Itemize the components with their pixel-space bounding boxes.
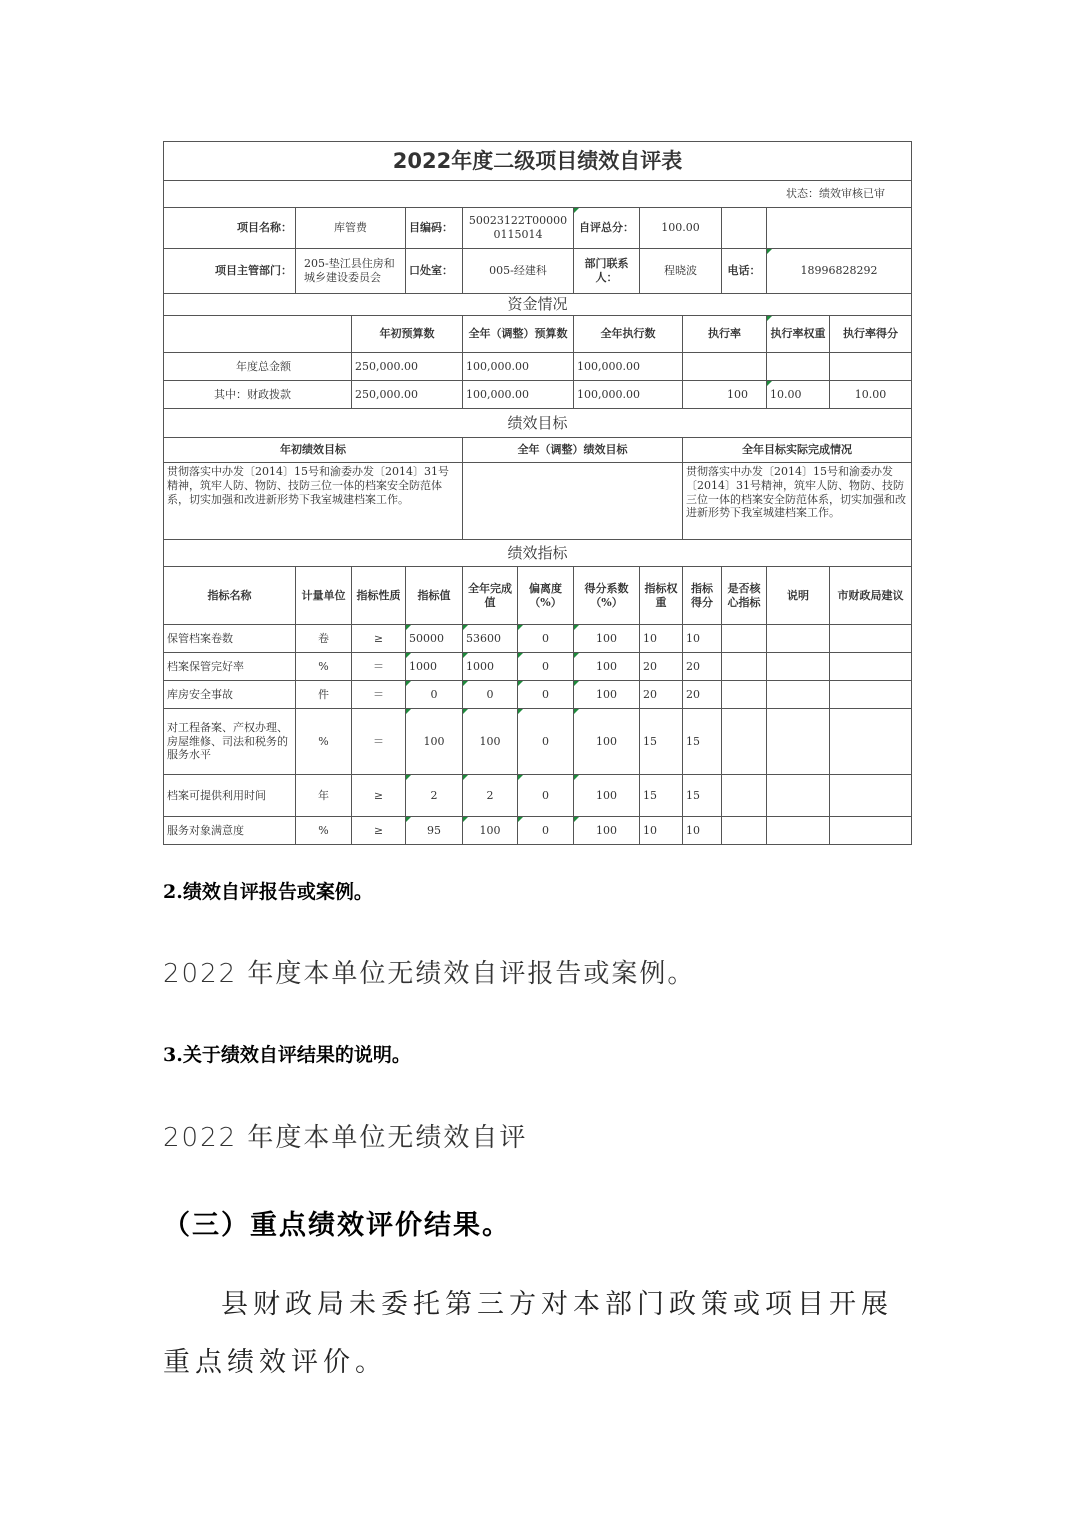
indicator-deviation: 0 bbox=[518, 681, 574, 709]
indicator-advice bbox=[830, 653, 912, 681]
dept-label: 项目主管部门： bbox=[164, 249, 296, 294]
report-heading: 2.绩效自评报告或案例。 bbox=[163, 881, 373, 903]
indicator-header: 全年完成值 bbox=[463, 567, 518, 625]
indicator-done: 100 bbox=[463, 709, 518, 775]
indicator-unit: 年 bbox=[296, 775, 352, 817]
indicator-core bbox=[722, 817, 767, 845]
contact-name: 程晓波 bbox=[640, 249, 722, 294]
funds-cell: 100,000.00 bbox=[463, 353, 574, 381]
indicator-name: 档案可提供利用时间 bbox=[164, 775, 296, 817]
indicator-coefficient: 100 bbox=[574, 709, 640, 775]
indicator-core bbox=[722, 681, 767, 709]
indicator-advice bbox=[830, 775, 912, 817]
report-paragraph: 2022 年度本单位无绩效自评报告或案例。 bbox=[163, 959, 696, 989]
indicator-weight: 15 bbox=[640, 709, 683, 775]
indicator-coefficient: 100 bbox=[574, 625, 640, 653]
goals-header: 全年（调整）绩效目标 bbox=[463, 438, 683, 463]
indicator-note bbox=[767, 817, 830, 845]
indicator-unit: 卷 bbox=[296, 625, 352, 653]
indicator-nature: ＝ bbox=[352, 709, 406, 775]
project-name: 库管费 bbox=[296, 208, 406, 249]
indicator-advice bbox=[830, 681, 912, 709]
indicator-header: 指标性质 bbox=[352, 567, 406, 625]
indicator-note bbox=[767, 709, 830, 775]
funds-cell: 10.00 bbox=[830, 381, 912, 409]
indicator-note bbox=[767, 653, 830, 681]
funds-cell: 100,000.00 bbox=[574, 381, 683, 409]
funds-row-label: 其中：财政拨款 bbox=[164, 381, 352, 409]
indicator-header: 指标名称 bbox=[164, 567, 296, 625]
indicator-advice bbox=[830, 709, 912, 775]
result-heading: 3.关于绩效自评结果的说明。 bbox=[163, 1044, 411, 1066]
indicator-row bbox=[164, 775, 912, 817]
indicator-weight: 20 bbox=[640, 681, 683, 709]
indicator-name: 档案保管完好率 bbox=[164, 653, 296, 681]
indicator-deviation: 0 bbox=[518, 709, 574, 775]
funds-header: 执行率得分 bbox=[830, 316, 912, 353]
indicator-done: 1000 bbox=[463, 653, 518, 681]
key-evaluation-paragraph: 县财政局未委托第三方对本部门政策或项目开展重点绩效评价。 bbox=[163, 1289, 893, 1378]
project-code: 50023122T000000115014 bbox=[463, 208, 574, 249]
funds-row-label: 年度总金额 bbox=[164, 353, 352, 381]
indicator-core bbox=[722, 625, 767, 653]
indicator-name: 库房安全事故 bbox=[164, 681, 296, 709]
indicator-nature: ＝ bbox=[352, 653, 406, 681]
code-label: 目编码： bbox=[406, 208, 463, 249]
office-label: 口处室： bbox=[406, 249, 463, 294]
funds-header: 全年（调整）预算数 bbox=[463, 316, 574, 353]
funds-cell bbox=[683, 353, 767, 381]
funds-cell: 100 bbox=[683, 381, 767, 409]
indicator-deviation: 0 bbox=[518, 817, 574, 845]
indicator-value: 50000 bbox=[406, 625, 463, 653]
indicator-row bbox=[164, 653, 912, 681]
indicator-row bbox=[164, 681, 912, 709]
indicator-row bbox=[164, 709, 912, 775]
adjusted-goal bbox=[463, 463, 683, 540]
indicator-core bbox=[722, 775, 767, 817]
funds-cell: 10.00 bbox=[767, 381, 830, 409]
indicator-note bbox=[767, 775, 830, 817]
funds-cell bbox=[830, 353, 912, 381]
funds-cell: 100,000.00 bbox=[463, 381, 574, 409]
indicator-header: 说明 bbox=[767, 567, 830, 625]
status-text: 状态：绩效审核已审 bbox=[164, 181, 912, 208]
indicator-nature: ≥ bbox=[352, 775, 406, 817]
indicator-value: 2 bbox=[406, 775, 463, 817]
indicator-name: 服务对象满意度 bbox=[164, 817, 296, 845]
funds-cell: 100,000.00 bbox=[574, 353, 683, 381]
indicator-advice bbox=[830, 625, 912, 653]
indicator-deviation: 0 bbox=[518, 625, 574, 653]
indicator-weight: 15 bbox=[640, 775, 683, 817]
actual-completion: 贯彻落实中办发〔2014〕15号和渝委办发〔2014〕31号精神，筑牢人防、物防、技防三位一体的档案安全防范体系，切实加强和改进新形势下我室城建档案工作。 bbox=[683, 463, 912, 540]
indicator-unit: % bbox=[296, 709, 352, 775]
indicator-note bbox=[767, 681, 830, 709]
indicator-value: 0 bbox=[406, 681, 463, 709]
funds-header: 执行率权重 bbox=[767, 316, 830, 353]
indicator-weight: 10 bbox=[640, 625, 683, 653]
funds-cell bbox=[767, 353, 830, 381]
goals-header: 全年目标实际完成情况 bbox=[683, 438, 912, 463]
contact-label: 部门联系人： bbox=[574, 249, 640, 294]
indicator-header: 指标权重 bbox=[640, 567, 683, 625]
indicator-nature: ≥ bbox=[352, 625, 406, 653]
key-evaluation-heading: （三）重点绩效评价结果。 bbox=[163, 1210, 511, 1241]
indicator-unit: % bbox=[296, 653, 352, 681]
phone-number: 18996828292 bbox=[767, 249, 912, 294]
blank-cell bbox=[767, 208, 912, 249]
indicator-weight: 10 bbox=[640, 817, 683, 845]
dept-name: 205-垫江县住房和城乡建设委员会 bbox=[296, 249, 406, 294]
funds-cell: 250,000.00 bbox=[352, 381, 463, 409]
indicator-advice bbox=[830, 817, 912, 845]
funds-header: 全年执行数 bbox=[574, 316, 683, 353]
funds-header: 年初预算数 bbox=[352, 316, 463, 353]
indicator-done: 100 bbox=[463, 817, 518, 845]
table-title: 2022年度二级项目绩效自评表 bbox=[164, 142, 912, 181]
indicator-row bbox=[164, 817, 912, 845]
indicator-note bbox=[767, 625, 830, 653]
funds-cell: 250,000.00 bbox=[352, 353, 463, 381]
indicator-coefficient: 100 bbox=[574, 817, 640, 845]
indicator-unit: % bbox=[296, 817, 352, 845]
indicator-coefficient: 100 bbox=[574, 653, 640, 681]
indicator-done: 2 bbox=[463, 775, 518, 817]
indicator-name: 保管档案卷数 bbox=[164, 625, 296, 653]
goals-section-title: 绩效目标 bbox=[164, 409, 912, 438]
self-score-label: 自评总分： bbox=[574, 208, 640, 249]
indicator-done: 53600 bbox=[463, 625, 518, 653]
indicator-core bbox=[722, 653, 767, 681]
funds-header: 执行率 bbox=[683, 316, 767, 353]
indicator-done: 0 bbox=[463, 681, 518, 709]
indicator-header: 计量单位 bbox=[296, 567, 352, 625]
indicators-section-title: 绩效指标 bbox=[164, 540, 912, 567]
indicator-weight: 20 bbox=[640, 653, 683, 681]
project-name-label: 项目名称： bbox=[164, 208, 296, 249]
indicator-header: 得分系数（%） bbox=[574, 567, 640, 625]
indicator-value: 1000 bbox=[406, 653, 463, 681]
funds-header-blank bbox=[164, 316, 352, 353]
indicator-value: 100 bbox=[406, 709, 463, 775]
indicator-score: 10 bbox=[683, 625, 722, 653]
indicator-nature: ≥ bbox=[352, 817, 406, 845]
funds-section-title: 资金情况 bbox=[164, 294, 912, 316]
indicator-deviation: 0 bbox=[518, 775, 574, 817]
indicator-header: 指标得分 bbox=[683, 567, 722, 625]
indicator-coefficient: 100 bbox=[574, 681, 640, 709]
indicator-deviation: 0 bbox=[518, 653, 574, 681]
indicator-header: 偏离度（%） bbox=[518, 567, 574, 625]
goals-header: 年初绩效目标 bbox=[164, 438, 463, 463]
indicator-header: 是否核心指标 bbox=[722, 567, 767, 625]
indicator-score: 10 bbox=[683, 817, 722, 845]
result-paragraph: 2022 年度本单位无绩效自评 bbox=[163, 1123, 528, 1153]
indicator-row bbox=[164, 625, 912, 653]
indicator-unit: 件 bbox=[296, 681, 352, 709]
indicator-score: 15 bbox=[683, 709, 722, 775]
indicator-score: 20 bbox=[683, 681, 722, 709]
indicator-coefficient: 100 bbox=[574, 775, 640, 817]
initial-goal: 贯彻落实中办发〔2014〕15号和渝委办发〔2014〕31号精神，筑牢人防、物防、技防三位一体的档案安全防范体系，切实加强和改进新形势下我室城建档案工作。 bbox=[164, 463, 463, 540]
blank-cell bbox=[722, 208, 767, 249]
indicator-header: 指标值 bbox=[406, 567, 463, 625]
indicator-core bbox=[722, 709, 767, 775]
indicator-score: 15 bbox=[683, 775, 722, 817]
performance-self-evaluation-table bbox=[163, 141, 912, 845]
indicator-value: 95 bbox=[406, 817, 463, 845]
phone-label: 电话： bbox=[722, 249, 767, 294]
indicator-score: 20 bbox=[683, 653, 722, 681]
indicator-nature: ＝ bbox=[352, 681, 406, 709]
indicator-header: 市财政局建议 bbox=[830, 567, 912, 625]
self-score: 100.00 bbox=[640, 208, 722, 249]
indicator-name: 对工程备案、产权办理、房屋维修、司法和税务的服务水平 bbox=[164, 709, 296, 775]
office-name: 005-经建科 bbox=[463, 249, 574, 294]
